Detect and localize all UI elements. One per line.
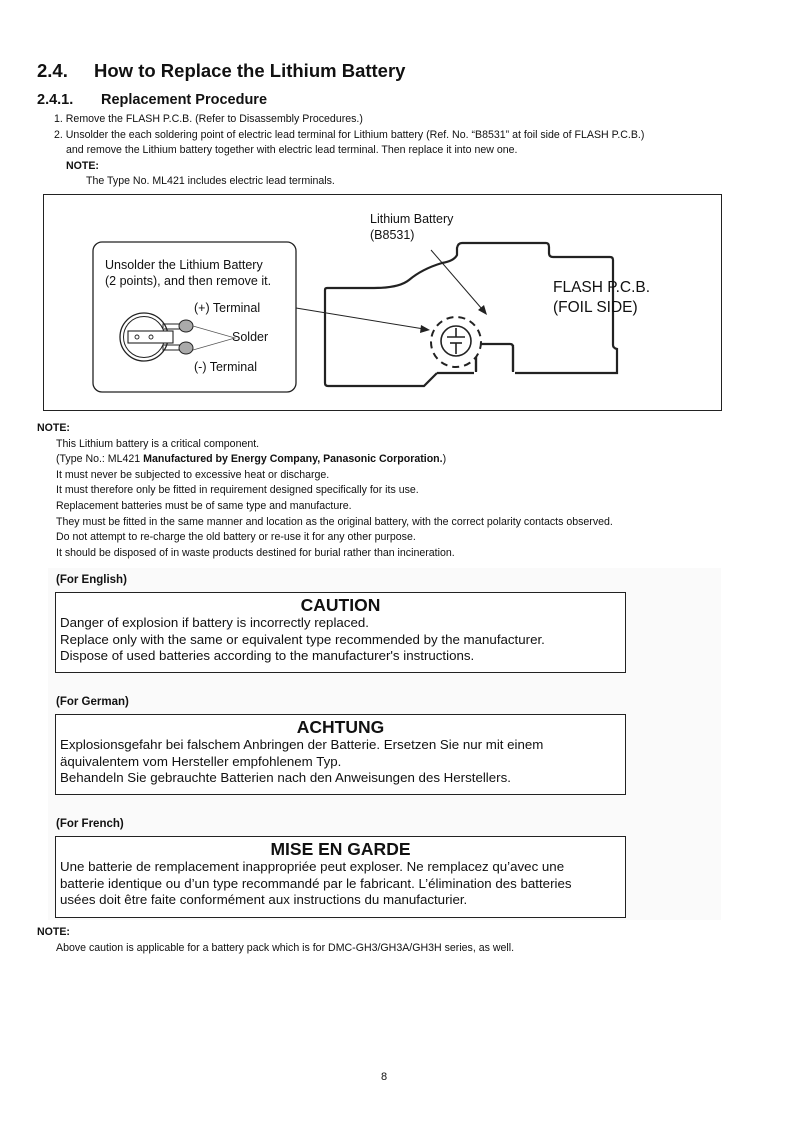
caution-line: Behandeln Sie gebrauchte Batterien nach den Anweisungen des Herstellers.: [60, 770, 511, 785]
caution-line: batterie identique ou d’un type recommandé par le fabricant. L’élimination des batteries: [60, 875, 572, 891]
note-line: It should be disposed of in waste products destined for burial rather than incineration.: [56, 546, 455, 559]
note-label: NOTE:: [37, 422, 70, 434]
section-heading: [37, 60, 405, 82]
note-line-type: [37, 452, 613, 468]
section-number: 2.4.: [37, 60, 68, 81]
step-2: 2. Unsolder the each soldering point of electric lead terminal for Lithium battery (Ref. No. “B8531” at foil side of FLASH P.C.B.): [54, 128, 645, 141]
step-note-text: The Type No. ML421 includes electric lead terminals.: [86, 175, 335, 188]
note-line: Replacement batteries must be of same type and manufacture.: [56, 499, 352, 512]
pcb-label-line2: (FOIL SIDE): [553, 299, 638, 316]
manufacturer-text: Manufactured by Energy Company, Panasonic Corporation.: [143, 453, 443, 466]
english-label: (For English): [56, 574, 127, 586]
battery-label-line1: Lithium Battery: [370, 212, 454, 226]
caution-line: Dispose of used batteries according to the manufacturer's instructions.: [60, 648, 475, 663]
subsection-heading: [37, 92, 267, 108]
caution-line: usées doit être faite conformément aux instructions du manufacturier.: [60, 892, 468, 907]
note-line: Do not attempt to re-charge the old battery or re-use it for any other purpose.: [56, 531, 416, 544]
minus-terminal-label: (-) Terminal: [194, 360, 257, 374]
battery-symbol-icon: [441, 326, 471, 356]
caution-title: MISE EN GARDE: [270, 839, 411, 859]
battery-location-diagram: [43, 194, 722, 411]
french-label: (For French): [56, 818, 124, 830]
step-2-continued: and remove the Lithium battery together with electric lead terminal. Then replace it into new one.: [66, 144, 518, 157]
procedure-steps: [54, 112, 644, 190]
note-line: It must therefore only be fitted in requirement designed specifically for its use.: [56, 484, 419, 497]
battery-safety-note: [37, 421, 613, 561]
page-number: 8: [380, 1071, 388, 1083]
caution-line: äquivalentem vom Hersteller empfohlenem Typ.: [60, 753, 342, 769]
battery-label-line2: (B8531): [370, 228, 415, 242]
caution-line: Replace only with the same or equivalent type recommended by the manufacturer.: [60, 631, 545, 647]
subsection-number: 2.4.1.: [37, 92, 74, 108]
caution-line: Une batterie de remplacement inappropriée peut exploser. Ne remplacez qu’avec une: [60, 859, 565, 874]
battery-label-leader-line: [431, 250, 482, 309]
note-line: It must never be subjected to excessive heat or discharge.: [56, 468, 330, 481]
note-line: They must be fitted in the same manner and location as the original battery, with the correct polarity contacts observed.: [56, 515, 613, 528]
step-note-label: NOTE:: [66, 159, 99, 172]
caution-box-french: [55, 836, 626, 918]
solder-label: Solder: [232, 330, 269, 344]
callout-text-line1: Unsolder the Lithium Battery: [105, 258, 263, 272]
german-label: (For German): [56, 696, 129, 708]
note-line: Above caution is applicable for a battery pack which is for DMC-GH3/GH3A/GH3H series, as well.: [56, 941, 515, 954]
callout-leader-line: [296, 308, 424, 329]
caution-title: ACHTUNG: [296, 717, 385, 737]
step-1: 1. Remove the FLASH P.C.B. (Refer to Disassembly Procedures.): [54, 113, 363, 125]
type-number-text: (Type No.: ML421: [56, 453, 144, 466]
section-title: How to Replace the Lithium Battery: [94, 60, 406, 81]
caution-box-english: [55, 592, 626, 673]
type-number-close: ): [442, 453, 447, 466]
caution-title: CAUTION: [300, 595, 381, 615]
applicability-note: [37, 925, 514, 956]
plus-terminal-label: (+) Terminal: [194, 301, 261, 315]
caution-box-german: [55, 714, 626, 795]
caution-line: Danger of explosion if battery is incorrectly replaced.: [60, 615, 369, 630]
callout-text-line2: (2 points), and then remove it.: [105, 274, 272, 288]
note-line: This Lithium battery is a critical component.: [56, 437, 260, 450]
subsection-title: Replacement Procedure: [101, 92, 268, 108]
pcb-label-line1: FLASH P.C.B.: [553, 279, 651, 296]
caution-line: Explosionsgefahr bei falschem Anbringen der Batterie. Ersetzen Sie nur mit einem: [60, 737, 544, 752]
note-label: NOTE:: [37, 926, 70, 938]
